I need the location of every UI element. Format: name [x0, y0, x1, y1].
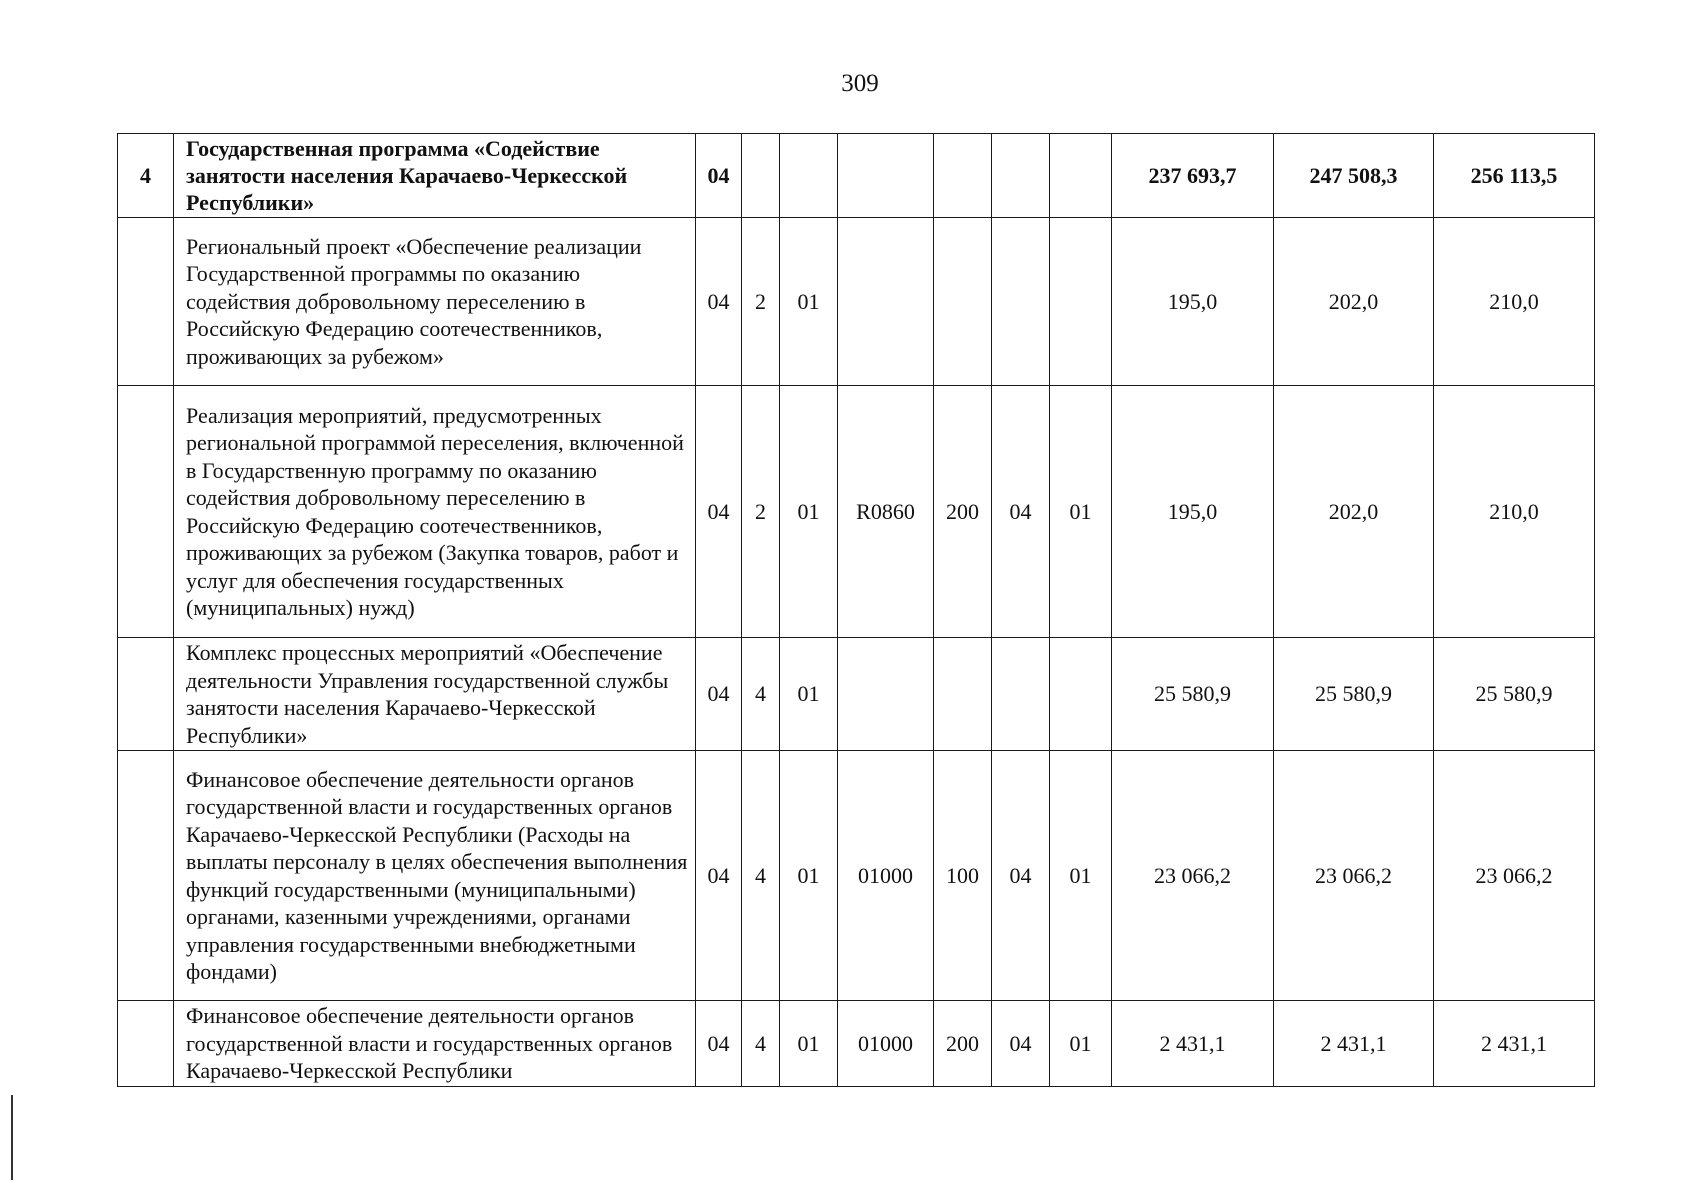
page-number: 309 [841, 70, 879, 97]
code-cell: 2 [742, 386, 780, 638]
code-cell: 01000 [838, 1001, 934, 1087]
row-number [118, 638, 174, 751]
row-name: Государственная программа «Содействие занятости населения Карачаево-Черкесской Республики» [174, 134, 696, 218]
row-name: Финансовое обеспечение деятельности органов государственной власти и государственных органов Карачаево-Черкесской Республики [174, 1001, 696, 1087]
code-cell: 04 [992, 386, 1050, 638]
amount-cell: 237 693,7 [1112, 134, 1274, 218]
amount-cell: 202,0 [1274, 386, 1434, 638]
code-cell [1050, 638, 1112, 751]
code-cell: 04 [696, 638, 742, 751]
code-cell [992, 134, 1050, 218]
code-cell [992, 218, 1050, 386]
code-cell [838, 638, 934, 751]
amount-cell: 25 580,9 [1112, 638, 1274, 751]
code-cell [1050, 134, 1112, 218]
code-cell: 01 [780, 386, 838, 638]
code-cell: 200 [934, 1001, 992, 1087]
row-name: Комплекс процессных мероприятий «Обеспечение деятельности Управления государственной службы занятости населения Карачаево-Черкесской Республики» [174, 638, 696, 751]
code-cell [934, 134, 992, 218]
code-cell: 01 [1050, 1001, 1112, 1087]
amount-cell: 195,0 [1112, 218, 1274, 386]
scan-margin-mark [11, 1095, 13, 1180]
row-name: Финансовое обеспечение деятельности органов государственной власти и государственных органов Карачаево-Черкесской Республики (Расходы на выплаты персоналу в целях обеспечения выполнения функций государственными (муниципальными) органами, казенными учреждениями, органами управления государственными внебюджетными фондами) [174, 751, 696, 1001]
code-cell: 4 [742, 638, 780, 751]
table-row [118, 134, 1595, 218]
code-cell: 200 [934, 386, 992, 638]
amount-cell: 25 580,9 [1434, 638, 1595, 751]
row-name: Реализация мероприятий, предусмотренных региональной программой переселения, включенной в Государственную программу по оказанию содействия добровольному переселению в Российскую Федерацию соотечественников, проживающих за рубежом (Закупка товаров, работ и услуг для обеспечения государственных (муниципальных) нужд) [174, 386, 696, 638]
code-cell: 01000 [838, 751, 934, 1001]
code-cell: 01 [780, 638, 838, 751]
table-row [118, 638, 1595, 751]
code-cell: 2 [742, 218, 780, 386]
amount-cell: 247 508,3 [1274, 134, 1434, 218]
code-cell: 4 [742, 1001, 780, 1087]
row-number: 4 [118, 134, 174, 218]
code-cell [934, 218, 992, 386]
code-cell [1050, 218, 1112, 386]
code-cell [742, 134, 780, 218]
amount-cell: 2 431,1 [1434, 1001, 1595, 1087]
code-cell [838, 134, 934, 218]
code-cell [992, 638, 1050, 751]
code-cell [934, 638, 992, 751]
code-cell: 04 [696, 218, 742, 386]
code-cell: 04 [696, 1001, 742, 1087]
code-cell: 04 [992, 751, 1050, 1001]
code-cell: 01 [780, 218, 838, 386]
table-row [118, 218, 1595, 386]
table-row [118, 751, 1595, 1001]
amount-cell: 23 066,2 [1112, 751, 1274, 1001]
code-cell: 04 [696, 134, 742, 218]
amount-cell: 23 066,2 [1274, 751, 1434, 1001]
code-cell: 04 [696, 386, 742, 638]
amount-cell: 25 580,9 [1274, 638, 1434, 751]
code-cell [780, 134, 838, 218]
row-name: Региональный проект «Обеспечение реализации Государственной программы по оказанию содействия добровольному переселению в Российскую Федерацию соотечественников, проживающих за рубежом» [174, 218, 696, 386]
code-cell: 01 [1050, 751, 1112, 1001]
code-cell: 04 [992, 1001, 1050, 1087]
amount-cell: 202,0 [1274, 218, 1434, 386]
code-cell: R0860 [838, 386, 934, 638]
row-number [118, 386, 174, 638]
code-cell: 100 [934, 751, 992, 1001]
code-cell: 01 [780, 1001, 838, 1087]
code-cell: 01 [1050, 386, 1112, 638]
row-number [118, 751, 174, 1001]
row-number [118, 1001, 174, 1087]
amount-cell: 23 066,2 [1434, 751, 1595, 1001]
table-row [118, 1001, 1595, 1087]
amount-cell: 210,0 [1434, 218, 1595, 386]
code-cell: 04 [696, 751, 742, 1001]
amount-cell: 256 113,5 [1434, 134, 1595, 218]
code-cell: 4 [742, 751, 780, 1001]
row-number [118, 218, 174, 386]
budget-table [117, 133, 1595, 1087]
amount-cell: 2 431,1 [1274, 1001, 1434, 1087]
amount-cell: 2 431,1 [1112, 1001, 1274, 1087]
code-cell [838, 218, 934, 386]
amount-cell: 195,0 [1112, 386, 1274, 638]
code-cell: 01 [780, 751, 838, 1001]
table-row [118, 386, 1595, 638]
amount-cell: 210,0 [1434, 386, 1595, 638]
